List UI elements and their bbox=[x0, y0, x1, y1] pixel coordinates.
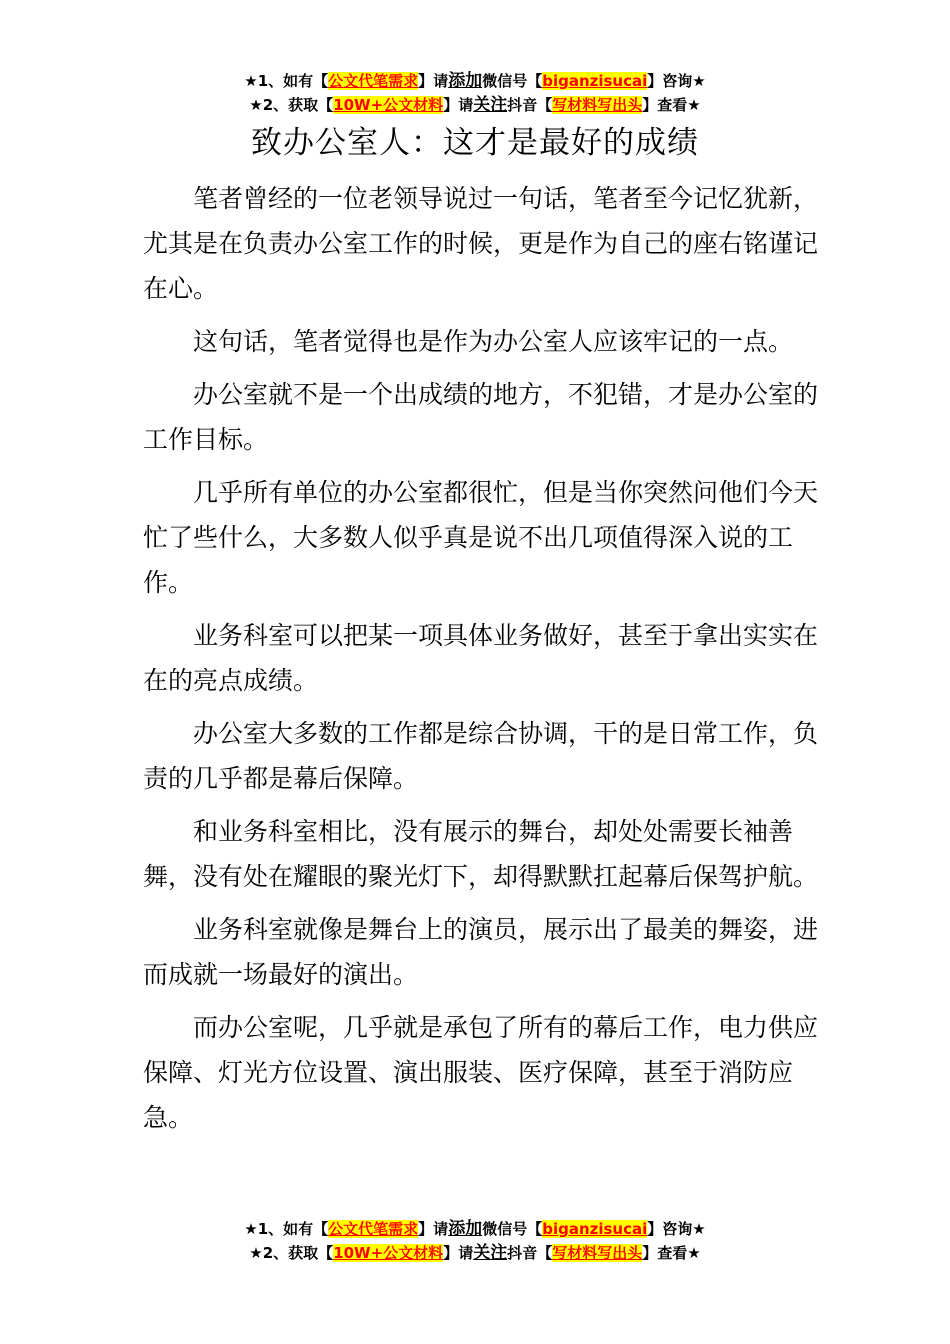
banner-emphasis: 添加 bbox=[448, 71, 483, 91]
paragraph: 这句话，笔者觉得也是作为办公室人应该牢记的一点。 bbox=[193, 327, 794, 356]
document-body bbox=[143, 176, 823, 1148]
banner-line-2 bbox=[0, 93, 950, 117]
document-title: 致办公室人：这才是最好的成绩 bbox=[251, 125, 699, 161]
header-banner bbox=[0, 69, 950, 117]
banner-text: ★1、如有【 bbox=[244, 72, 329, 90]
banner-highlight: biganzisucai bbox=[542, 1220, 648, 1238]
banner-line-1 bbox=[0, 1217, 950, 1241]
banner-text: 抖音【 bbox=[507, 1244, 553, 1262]
banner-emphasis: 添加 bbox=[448, 1219, 483, 1239]
banner-text: 抖音【 bbox=[507, 96, 553, 114]
banner-text: 】咨询★ bbox=[647, 1220, 706, 1238]
banner-emphasis: 关注 bbox=[473, 1243, 508, 1263]
banner-highlight: 10W+公文材料 bbox=[333, 1244, 444, 1262]
banner-text: 微信号【 bbox=[482, 1220, 543, 1238]
banner-emphasis: 关注 bbox=[473, 95, 508, 115]
banner-text: ★1、如有【 bbox=[244, 1220, 329, 1238]
paragraph: 办公室就不是一个出成绩的地方，不犯错，才是办公室的工作目标。 bbox=[143, 380, 819, 454]
paragraph: 笔者曾经的一位老领导说过一句话，笔者至今记忆犹新，尤其是在负责办公室工作的时候，更是作为自己的座右铭谨记在心。 bbox=[143, 184, 819, 303]
banner-text: ★2、获取【 bbox=[249, 1244, 334, 1262]
banner-line-1 bbox=[0, 69, 950, 93]
paragraph: 业务科室可以把某一项具体业务做好，甚至于拿出实实在在的亮点成绩。 bbox=[143, 621, 819, 695]
banner-highlight: 写材料写出头 bbox=[552, 1244, 643, 1262]
banner-highlight: 公文代笔需求 bbox=[328, 1220, 419, 1238]
banner-text: 】查看★ bbox=[642, 1244, 701, 1262]
banner-line-2 bbox=[0, 1241, 950, 1265]
paragraph: 办公室大多数的工作都是综合协调，干的是日常工作，负责的几乎都是幕后保障。 bbox=[143, 719, 819, 793]
banner-highlight: 写材料写出头 bbox=[552, 96, 643, 114]
paragraph: 和业务科室相比，没有展示的舞台，却处处需要长袖善舞，没有处在耀眼的聚光灯下，却得默默扛起幕后保驾护航。 bbox=[143, 817, 819, 891]
banner-text: 】请 bbox=[443, 1244, 474, 1262]
banner-highlight: biganzisucai bbox=[542, 72, 648, 90]
paragraph: 几乎所有单位的办公室都很忙，但是当你突然问他们今天忙了些什么，大多数人似乎真是说不出几项值得深入说的工作。 bbox=[143, 478, 819, 597]
banner-text: 】咨询★ bbox=[647, 72, 706, 90]
banner-text: 微信号【 bbox=[482, 72, 543, 90]
banner-text: ★2、获取【 bbox=[249, 96, 334, 114]
banner-text: 】请 bbox=[418, 72, 449, 90]
paragraph: 而办公室呢，几乎就是承包了所有的幕后工作，电力供应保障、灯光方位设置、演出服装、医疗保障，甚至于消防应急。 bbox=[143, 1013, 819, 1132]
banner-text: 】查看★ bbox=[642, 96, 701, 114]
banner-text: 】请 bbox=[418, 1220, 449, 1238]
footer-banner bbox=[0, 1217, 950, 1265]
banner-text: 】请 bbox=[443, 96, 474, 114]
paragraph: 业务科室就像是舞台上的演员，展示出了最美的舞姿，进而成就一场最好的演出。 bbox=[143, 915, 819, 989]
banner-highlight: 10W+公文材料 bbox=[333, 96, 444, 114]
banner-highlight: 公文代笔需求 bbox=[328, 72, 419, 90]
